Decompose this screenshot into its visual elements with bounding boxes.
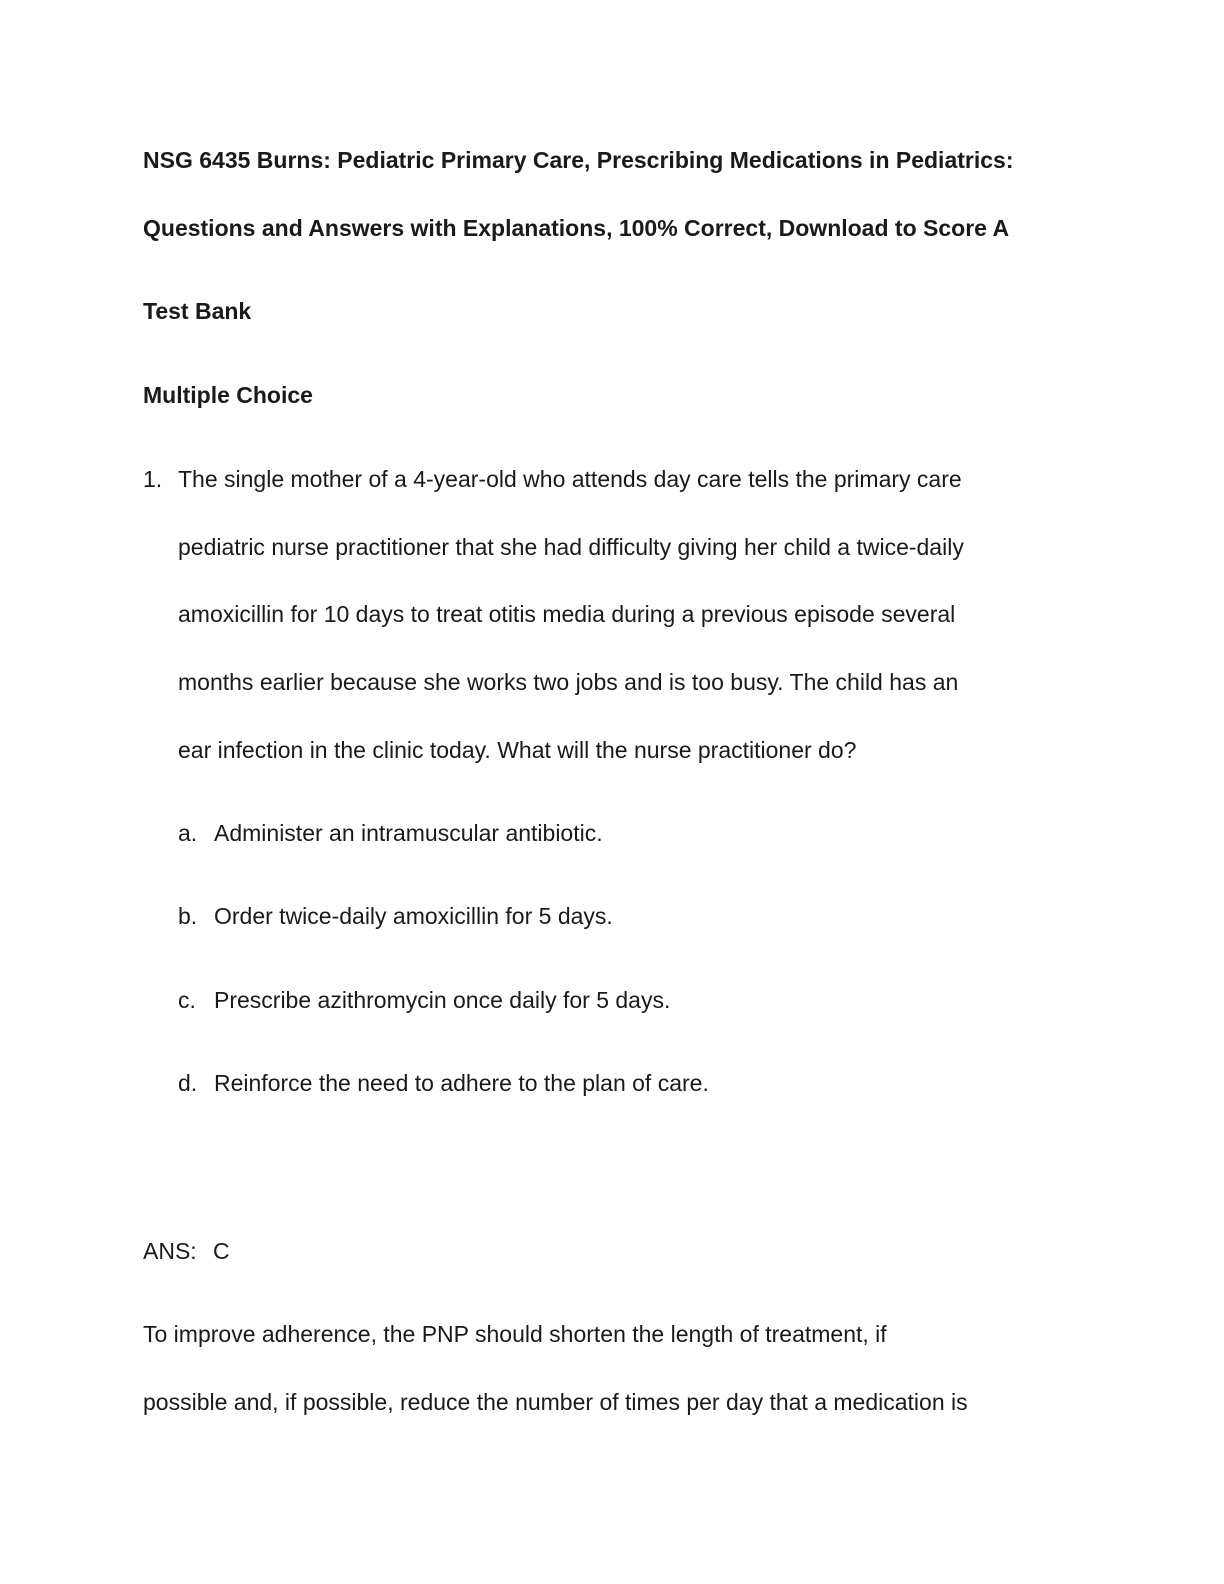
- question-number: 1.: [143, 466, 163, 492]
- option-a-text: Administer an intramuscular antibiotic.: [214, 820, 603, 846]
- explanation-line-2: possible and, if possible, reduce the number of times per day that a medication is: [143, 1389, 968, 1415]
- question-line-4: months earlier because she works two jobs and is too busy. The child has an: [178, 669, 959, 695]
- section-heading: Test Bank: [143, 298, 252, 324]
- option-c-letter: c.: [178, 987, 196, 1013]
- question-line-5: ear infection in the clinic today. What will the nurse practitioner do?: [178, 737, 857, 763]
- answer-value: C: [213, 1238, 230, 1264]
- option-b-letter: b.: [178, 903, 198, 929]
- option-b-text: Order twice-daily amoxicillin for 5 days.: [214, 903, 613, 929]
- answer-label: ANS:: [143, 1238, 197, 1264]
- question-line-2: pediatric nurse practitioner that she had difficulty giving her child a twice-daily: [178, 534, 964, 560]
- option-a-letter: a.: [178, 820, 198, 846]
- question-line-3: amoxicillin for 10 days to treat otitis media during a previous episode several: [178, 601, 956, 627]
- option-d-letter: d.: [178, 1070, 198, 1096]
- question-line-1: The single mother of a 4-year-old who attends day care tells the primary care: [178, 466, 962, 492]
- title-line-2: Questions and Answers with Explanations, 100% Correct, Download to Score A: [143, 215, 1010, 241]
- subsection-heading: Multiple Choice: [143, 382, 313, 408]
- option-d-text: Reinforce the need to adhere to the plan of care.: [214, 1070, 709, 1096]
- title-line-1: NSG 6435 Burns: Pediatric Primary Care, Prescribing Medications in Pediatrics:: [143, 147, 1014, 173]
- option-c-text: Prescribe azithromycin once daily for 5 days.: [214, 987, 671, 1013]
- explanation-line-1: To improve adherence, the PNP should shorten the length of treatment, if: [143, 1321, 887, 1347]
